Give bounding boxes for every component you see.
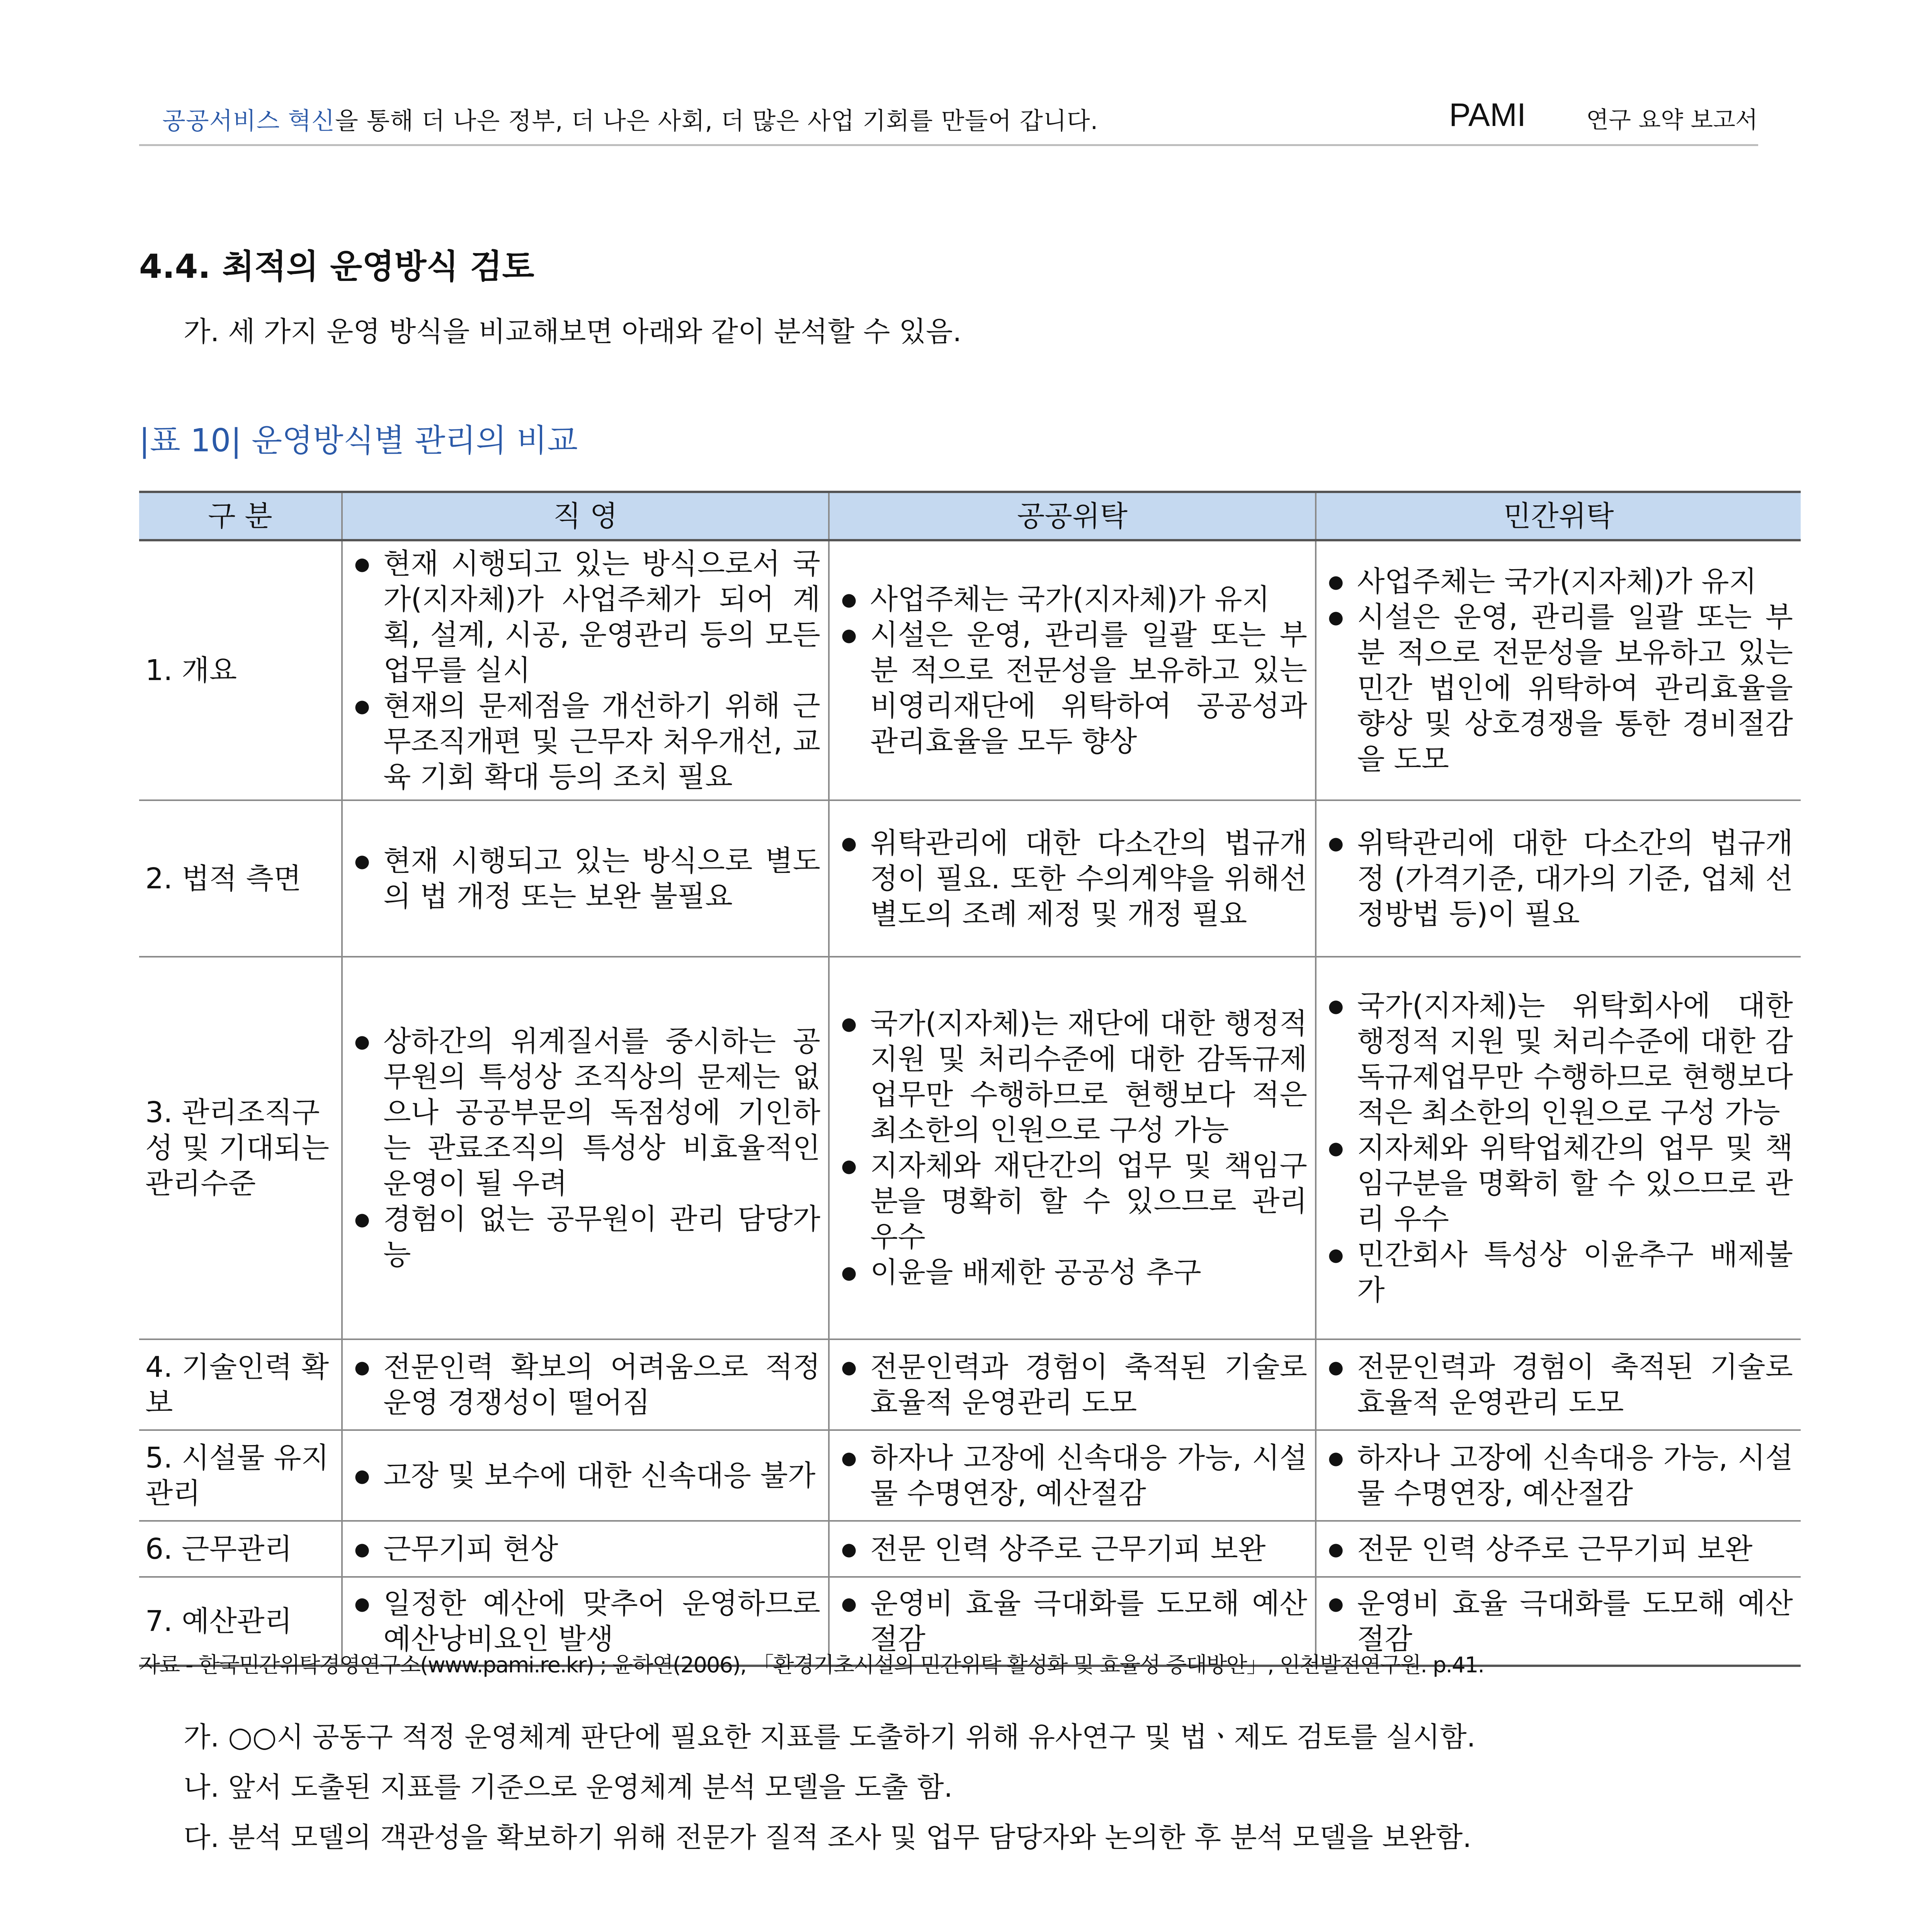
bullet-item: ● 전문인력 확보의 어려움으로 적정운영 경쟁성이 떨어짐 xyxy=(350,1349,820,1420)
col-header-category: 구 분 xyxy=(139,492,342,540)
cell-private xyxy=(1316,957,1801,1339)
bullet-item: ● 현재의 문제점을 개선하기 위해 근무조직개편 및 근무자 처우개선, 교육 기회 확대 등의 조치 필요 xyxy=(350,688,820,795)
row-category: 5. 시설물 유지관리 xyxy=(139,1430,342,1521)
cell-direct xyxy=(342,800,829,957)
table-body xyxy=(139,540,1801,1666)
bullet-item: ● 지자체와 위탁업체간의 업무 및 책임구분을 명확히 할 수 있으므로 관리 우수 xyxy=(1324,1130,1793,1237)
cell-direct xyxy=(342,957,829,1339)
cell-public xyxy=(829,540,1316,800)
row-category: 3. 관리조직구성 및 기대되는 관리수준 xyxy=(139,957,342,1339)
row-category: 2. 법적 측면 xyxy=(139,800,342,957)
row-category: 4. 기술인력 확보 xyxy=(139,1339,342,1430)
bullet-item: ● 하자나 고장에 신속대응 가능, 시설물 수명연장, 예산절감 xyxy=(837,1440,1307,1511)
bullet-item: ● 전문 인력 상주로 근무기피 보완 xyxy=(837,1531,1307,1567)
comparison-table xyxy=(139,491,1801,1667)
cell-direct xyxy=(342,1339,829,1430)
bullet-item: ● 국가(지자체)는 위탁회사에 대한 행정적 지원 및 처리수준에 대한 감독규제업무만 수행하므로 현행보다 적은 최소한의 인원으로 구성 가능 xyxy=(1324,988,1793,1130)
bullet-item: ● 국가(지자체)는 재단에 대한 행정적 지원 및 처리수준에 대한 감독규제업무만 수행하므로 현행보다 적은 최소한의 인원으로 구성 가능 xyxy=(837,1006,1307,1148)
table-row xyxy=(139,800,1801,957)
col-header-public: 공공위탁 xyxy=(829,492,1316,540)
bullet-item: ● 위탁관리에 대한 다소간의 법규개정 (가격기준, 대가의 기준, 업체 선정방법 등)이 필요 xyxy=(1324,825,1793,932)
cell-public xyxy=(829,800,1316,957)
bullet-item: ● 일정한 예산에 맞추어 운영하므로 예산낭비요인 발생 xyxy=(350,1586,820,1657)
slogan-text: 을 통해 더 나은 정부, 더 나은 사회, 더 많은 사업 기회를 만들어 갑니다. xyxy=(335,107,1099,135)
note-item: 다. 분석 모델의 객관성을 확보하기 위해 전문가 질적 조사 및 업무 담당자와 논의한 후 분석 모델을 보완함. xyxy=(184,1821,1472,1854)
slogan-highlight: 공공서비스 혁신 xyxy=(162,107,335,135)
table-row xyxy=(139,957,1801,1339)
bullet-item: ● 시설은 운영, 관리를 일괄 또는 부분 적으로 전문성을 보유하고 있는 민간 법인에 위탁하여 관리효율을 향상 및 상호경쟁을 통한 경비절감을 도모 xyxy=(1324,599,1793,777)
cell-private xyxy=(1316,800,1801,957)
bullet-item: ● 사업주체는 국가(지자체)가 유지 xyxy=(1324,564,1793,599)
table-row xyxy=(139,1521,1801,1577)
table-row xyxy=(139,1339,1801,1430)
row-category: 7. 예산관리 xyxy=(139,1577,342,1666)
bullet-item: ● 고장 및 보수에 대한 신속대응 불가 xyxy=(350,1458,820,1493)
note-item: 나. 앞서 도출된 지표를 기준으로 운영체계 분석 모델을 도출 함. xyxy=(184,1771,953,1803)
notes-list xyxy=(184,1712,1475,1862)
table-header-row xyxy=(139,492,1801,540)
source-note: 자료 - 한국민간위탁경영연구소(www.pami.re.kr) ; 윤하연(2006), 「환경기초시설의 민간위탁 활성화 및 효율성 증대방안」, 인천발전연구원. p.41. xyxy=(139,1653,1484,1678)
bullet-item: ● 전문인력과 경험이 축적된 기술로 효율적 운영관리 도모 xyxy=(837,1349,1307,1420)
cell-public xyxy=(829,957,1316,1339)
cell-public xyxy=(829,1521,1316,1577)
cell-private xyxy=(1316,1521,1801,1577)
col-header-direct: 직 영 xyxy=(342,492,829,540)
row-category: 1. 개요 xyxy=(139,540,342,800)
row-category: 6. 근무관리 xyxy=(139,1521,342,1577)
cell-private xyxy=(1316,540,1801,800)
bullet-item: ● 전문인력과 경험이 축적된 기술로 효율적 운영관리 도모 xyxy=(1324,1349,1793,1420)
cell-private xyxy=(1316,1430,1801,1521)
col-header-private: 민간위탁 xyxy=(1316,492,1801,540)
bullet-item: ● 운영비 효율 극대화를 도모해 예산절감 xyxy=(1324,1586,1793,1657)
header-slogan xyxy=(162,102,1098,136)
bullet-item: ● 하자나 고장에 신속대응 가능, 시설물 수명연장, 예산절감 xyxy=(1324,1440,1793,1511)
cell-public xyxy=(829,1339,1316,1430)
bullet-item: ● 사업주체는 국가(지자체)가 유지 xyxy=(837,582,1307,617)
bullet-item: ● 운영비 효율 극대화를 도모해 예산절감 xyxy=(837,1586,1307,1657)
cell-public xyxy=(829,1430,1316,1521)
header-brand: PAMI xyxy=(1449,97,1526,133)
table-caption: |표 10| 운영방식별 관리의 비교 xyxy=(139,422,578,459)
bullet-item: ● 현재 시행되고 있는 방식으로서 국가(지자체)가 사업주체가 되어 계획, 설계, 시공, 운영관리 등의 모든 업무를 실시 xyxy=(350,546,820,688)
note-item: 가. ○○시 공동구 적정 운영체계 판단에 필요한 지표를 도출하기 위해 유사연구 및 법ㆍ제도 검토를 실시함. xyxy=(184,1721,1476,1753)
bullet-item: ● 이윤을 배제한 공공성 추구 xyxy=(837,1255,1307,1290)
bullet-item: ● 민간회사 특성상 이윤추구 배제불가 xyxy=(1324,1237,1793,1308)
bullet-item: ● 현재 시행되고 있는 방식으로 별도의 법 개정 또는 보완 불필요 xyxy=(350,843,820,914)
lead-text: 가. 세 가지 운영 방식을 비교해보면 아래와 같이 분석할 수 있음. xyxy=(184,315,962,348)
bullet-item: ● 경험이 없는 공무원이 관리 담당가능 xyxy=(350,1201,820,1272)
cell-private xyxy=(1316,1339,1801,1430)
bullet-item: ● 근무기피 현상 xyxy=(350,1531,820,1567)
bullet-item: ● 시설은 운영, 관리를 일괄 또는 부분 적으로 전문성을 보유하고 있는 비영리재단에 위탁하여 공공성과 관리효율을 모두 향상 xyxy=(837,617,1307,759)
table-row xyxy=(139,540,1801,800)
cell-direct xyxy=(342,1521,829,1577)
header-divider xyxy=(139,144,1758,146)
table-row xyxy=(139,1430,1801,1521)
cell-direct xyxy=(342,540,829,800)
bullet-item: ● 지자체와 재단간의 업무 및 책임구분을 명확히 할 수 있으므로 관리 우수 xyxy=(837,1148,1307,1255)
page-header xyxy=(139,99,1758,145)
section-title: 4.4. 최적의 운영방식 검토 xyxy=(139,247,534,286)
bullet-item: ● 상하간의 위계질서를 중시하는 공무원의 특성상 조직상의 문제는 없으나 공공부문의 독점성에 기인하는 관료조직의 특성상 비효율적인 운영이 될 우려 xyxy=(350,1024,820,1201)
cell-direct xyxy=(342,1430,829,1521)
bullet-item: ● 위탁관리에 대한 다소간의 법규개정이 필요. 또한 수의계약을 위해선 별도의 조례 제정 및 개정 필요 xyxy=(837,825,1307,932)
bullet-item: ● 전문 인력 상주로 근무기피 보완 xyxy=(1324,1531,1793,1567)
header-report-type: 연구 요약 보고서 xyxy=(1586,107,1758,134)
